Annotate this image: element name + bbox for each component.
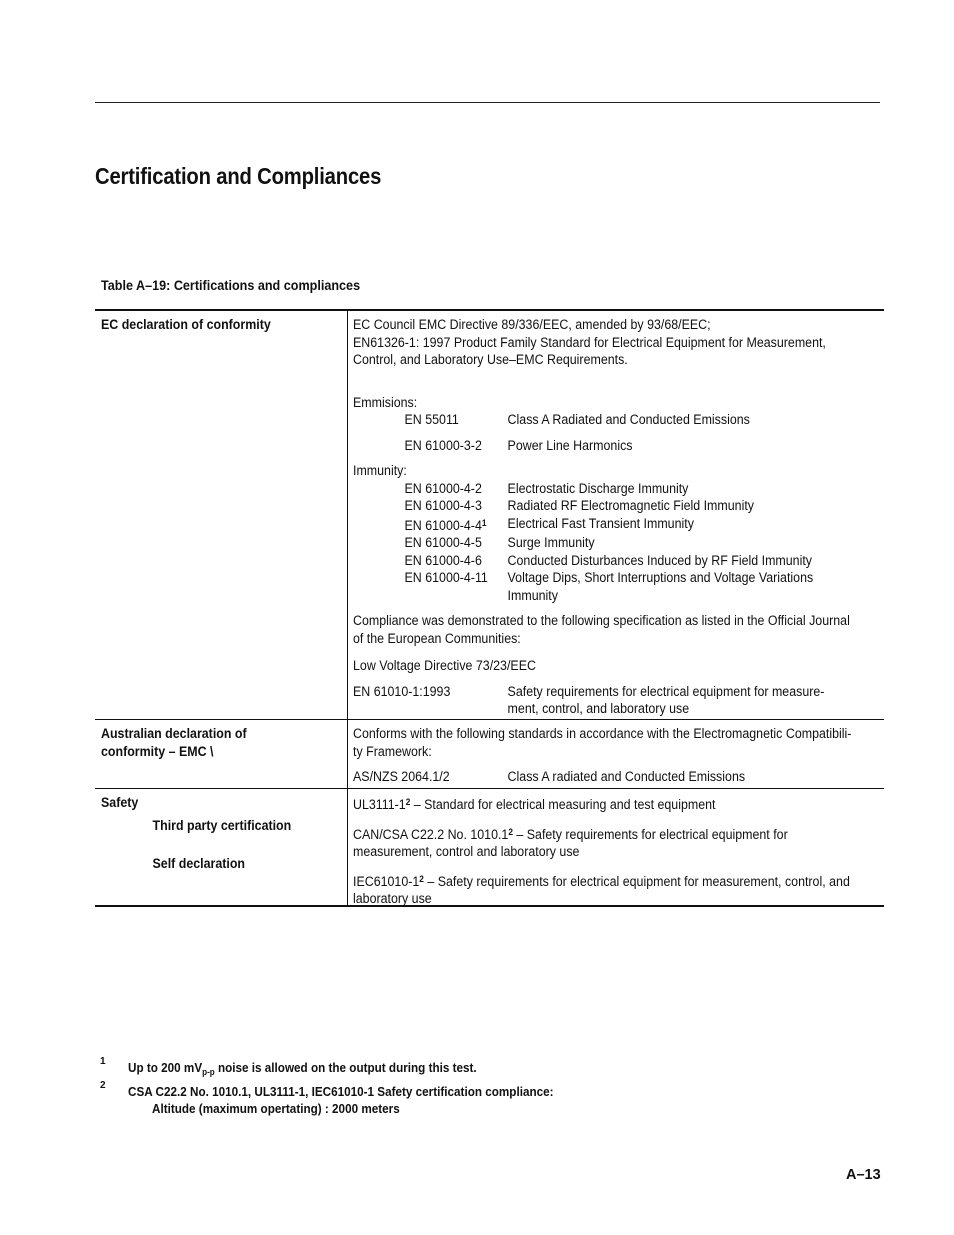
page-title: Certification and Compliances xyxy=(95,163,382,189)
row-label: Australian declaration of conformity – EMC \ xyxy=(95,720,348,788)
header-rule xyxy=(95,102,880,103)
row-label: Safety Third party certification Self declaration xyxy=(95,789,348,905)
row-label: EC declaration of conformity xyxy=(95,311,348,719)
certifications-table xyxy=(95,309,884,907)
table-row xyxy=(95,788,884,907)
row-content: EC Council EMC Directive 89/336/EEC, amended by 93/68/EEC; EN61326-1: 1997 Product Family Standard for Electrical Equipment for Measurement, Control, and Laboratory Use–EMC Requirements. Emmisions: EN 55011 Class A Radiated and Conducted Emissions EN 61000-3-2 Power Line Harmonics Immunity: EN 61000-4-2 Electrostatic Discharge Immunity EN 61000-4-3 Radiated RF Electromagnetic Field Immunity EN $61000-4-4^1$ Electrical Fast Transient Immunity EN 61000-4-5 Surge Immunity EN 61000-4-6 Conducted Disturbances Induced by RF Field Immunity EN 61000-4-11 Voltage Dips, Short Interruptions and Voltage Variations Immunity Compliance was demonstrated to the following specification as listed in the Official Journal of the European Communities: Low Voltage Directive 73/23/EEC EN 61010-1:1993 Safety requirements for electrical equipment for measure- ment, control, and laboratory use xyxy=(353,317,850,716)
table-row xyxy=(95,719,884,788)
table-caption: Table A–19: Certifications and compliances xyxy=(101,277,361,293)
table-row xyxy=(95,309,884,719)
row-content: $UL3111-1^2$ – Standard for electrical measuring and test equipment CAN/CSA C22.2 No. 1010.1$^2$ – Safety requirements for electrical equipment for measurement, control and laboratory use $IEC61010-1^2$ – Safety requirements for electrical equipment for measurement, control, and laboratory use xyxy=(353,797,850,906)
row-content: Conforms with the following standards in accordance with the Electromagnetic Compatibili- ty Framework: AS/NZS 2064.1/2 Class A radiated and Conducted Emissions xyxy=(353,726,852,784)
page-number: A–13 xyxy=(846,1167,881,1183)
